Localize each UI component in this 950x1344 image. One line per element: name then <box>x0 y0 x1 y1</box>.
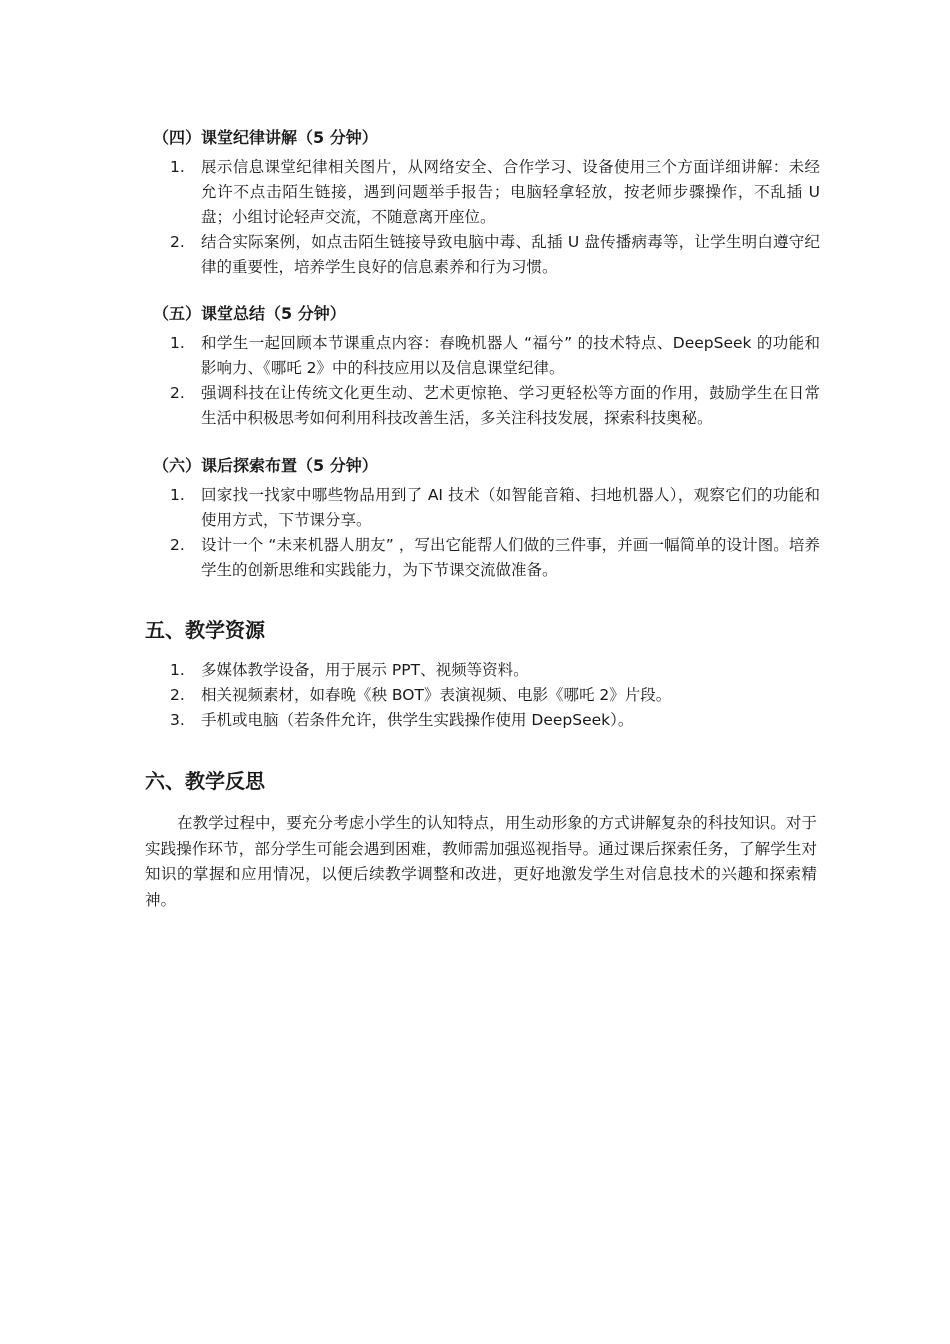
list-item <box>170 708 820 733</box>
heading-teaching-reflection: 六、教学反思 <box>145 769 265 793</box>
list-number: 1. <box>170 661 185 679</box>
list-item <box>170 155 820 230</box>
list-item <box>170 683 820 708</box>
list-text: 相关视频素材，如春晚《秧 BOT》表演视频、电影《哪吒 2》片段。 <box>201 686 672 704</box>
list-text: 结合实际案例，如点击陌生链接导致电脑中毒、乱插 U 盘传播病毒等，让学生明白遵守纪律的重要性，培养学生良好的信息素养和行为习惯。 <box>201 233 820 276</box>
list-number: 1. <box>170 486 185 504</box>
list-text: 强调科技在让传统文化更生动、艺术更惊艳、学习更轻松等方面的作用，鼓励学生在日常生活中积极思考如何利用科技改善生活，多关注科技发展，探索科技奥秘。 <box>201 384 820 427</box>
list-item <box>170 533 820 583</box>
list-number: 1. <box>170 158 185 176</box>
list-item <box>170 331 820 381</box>
list-text: 和学生一起回顾本节课重点内容：春晚机器人 “福兮” 的技术特点、DeepSeek 的功能和影响力、《哪吒 2》中的科技应用以及信息课堂纪律。 <box>201 334 820 377</box>
list-item <box>170 658 820 683</box>
list-item <box>170 381 820 431</box>
list-number: 2. <box>170 536 185 554</box>
section-title-after-class-exploration: （六）课后探索布置（5 分钟） <box>153 456 378 475</box>
list-text: 回家找一找家中哪些物品用到了 AI 技术（如智能音箱、扫地机器人），观察它们的功能和使用方式，下节课分享。 <box>201 486 820 529</box>
list-number: 3. <box>170 711 185 729</box>
section-title-class-summary: （五）课堂总结（5 分钟） <box>153 304 346 323</box>
list-number: 2. <box>170 686 185 704</box>
list-item <box>170 230 820 280</box>
list-text: 设计一个 “未来机器人朋友” ，写出它能帮人们做的三件事，并画一幅简单的设计图。培养学生的创新思维和实践能力，为下节课交流做准备。 <box>201 536 820 579</box>
list-number: 2. <box>170 233 185 251</box>
reflection-paragraph: 在教学过程中，要充分考虑小学生的认知特点，用生动形象的方式讲解复杂的科技知识。对于实践操作环节，部分学生可能会遇到困难，教师需加强巡视指导。通过课后探索任务，了解学生对知识的掌握和应用情况，以便后续教学调整和改进，更好地激发学生对信息技术的兴趣和探索精神。 <box>145 814 817 909</box>
list-text: 手机或电脑（若条件允许，供学生实践操作使用 DeepSeek）。 <box>201 711 634 729</box>
list-text: 展示信息课堂纪律相关图片，从网络安全、合作学习、设备使用三个方面详细讲解：未经允许不点击陌生链接，遇到问题举手报告；电脑轻拿轻放，按老师步骤操作，不乱插 U 盘；小组讨论轻声交流，不随意离开座位。 <box>201 158 820 226</box>
list-number: 2. <box>170 384 185 402</box>
heading-teaching-resources: 五、教学资源 <box>145 618 265 642</box>
section-title-classroom-discipline: （四）课堂纪律讲解（5 分钟） <box>153 128 378 147</box>
list-number: 1. <box>170 334 185 352</box>
list-text: 多媒体教学设备，用于展示 PPT、视频等资料。 <box>201 661 529 679</box>
list-item <box>170 483 820 533</box>
